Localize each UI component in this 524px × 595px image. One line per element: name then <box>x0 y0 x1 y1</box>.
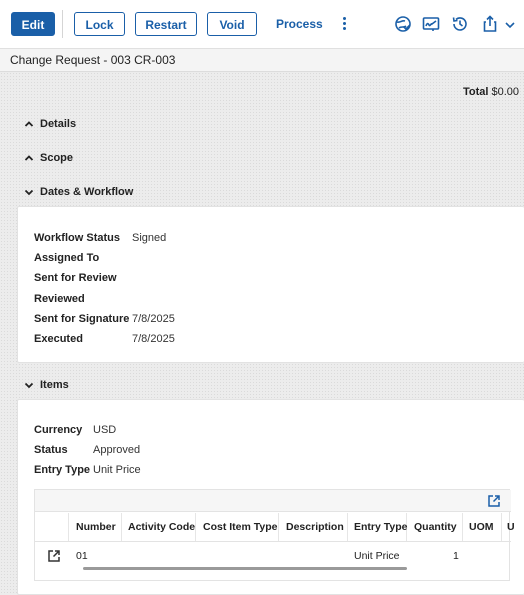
status-row <box>34 444 140 456</box>
assigned-to-label: Assigned To <box>34 252 100 264</box>
workflow-status-label: Workflow Status <box>34 232 120 244</box>
status-label: Status <box>34 444 68 456</box>
sent-for-review-row <box>34 272 132 284</box>
currency-row <box>34 424 116 436</box>
cell-entry-type[interactable]: Unit Price <box>354 550 400 562</box>
status-value: Approved <box>93 444 141 456</box>
more-vertical-icon[interactable] <box>340 15 348 33</box>
executed-row <box>34 333 175 345</box>
chevron-up-icon <box>24 119 34 129</box>
section-items-label: Items <box>40 379 69 391</box>
section-items-header[interactable] <box>24 377 69 393</box>
assigned-to-row <box>34 252 132 264</box>
grid-toolbar <box>35 490 511 512</box>
total-label: Total <box>463 86 489 98</box>
entry-type-value: Unit Price <box>93 464 141 476</box>
sent-for-signature-row <box>34 313 175 325</box>
workflow-status-row <box>34 232 166 244</box>
page-title: Change Request - 003 CR-003 <box>10 53 176 67</box>
section-scope-label: Scope <box>40 152 74 164</box>
entry-type-row <box>34 464 141 476</box>
share-icon[interactable] <box>480 14 500 34</box>
cell-quantity[interactable]: 1 <box>453 550 459 562</box>
column-header-uom[interactable]: UOM <box>469 521 494 533</box>
executed-value: 7/8/2025 <box>132 333 175 345</box>
column-header-description[interactable]: Description <box>286 521 344 533</box>
chevron-down-icon <box>24 380 34 390</box>
chevron-down-icon <box>24 187 34 197</box>
currency-value: USD <box>93 424 117 436</box>
column-header-activity-code[interactable]: Activity Code <box>128 521 196 533</box>
column-header-unit-truncated[interactable]: U <box>507 521 515 533</box>
cell-number[interactable]: 01 <box>76 550 88 562</box>
void-button[interactable]: Void <box>207 12 257 36</box>
currency-label: Currency <box>34 424 83 436</box>
section-dates-workflow-label: Dates & Workflow <box>40 186 134 198</box>
sent-for-signature-value: 7/8/2025 <box>132 313 175 325</box>
history-icon[interactable] <box>450 14 470 34</box>
action-toolbar <box>0 0 524 48</box>
record-header <box>0 48 524 72</box>
column-header-entry-type[interactable]: Entry Type <box>354 521 408 533</box>
chevron-up-icon <box>24 153 34 163</box>
form-content <box>0 72 524 595</box>
lock-button[interactable]: Lock <box>74 12 125 36</box>
open-row-icon[interactable] <box>47 549 61 563</box>
toolbar-divider <box>62 10 63 38</box>
globe-check-icon[interactable] <box>393 14 413 34</box>
signature-icon[interactable] <box>421 14 441 34</box>
items-card <box>17 399 524 595</box>
sent-for-signature-label: Sent for Signature <box>34 313 130 325</box>
entry-type-label: Entry Type <box>34 464 91 476</box>
open-external-icon[interactable] <box>487 494 501 508</box>
reviewed-label: Reviewed <box>34 293 85 305</box>
dates-workflow-card <box>17 206 524 363</box>
chevron-down-icon[interactable] <box>500 14 512 34</box>
total-summary <box>463 86 519 98</box>
column-header-quantity[interactable]: Quantity <box>414 521 457 533</box>
horizontal-scrollbar[interactable] <box>83 567 407 570</box>
column-header-number[interactable]: Number <box>76 521 116 533</box>
column-header-cost-item-type[interactable]: Cost Item Type <box>203 521 278 533</box>
section-dates-workflow-header[interactable] <box>24 184 133 200</box>
process-button[interactable]: Process <box>270 12 322 36</box>
items-grid <box>34 489 515 581</box>
restart-button[interactable]: Restart <box>135 12 197 36</box>
total-value: $0.00 <box>491 86 519 98</box>
sent-for-review-label: Sent for Review <box>34 272 117 284</box>
section-scope-header[interactable] <box>24 150 73 166</box>
section-details-header[interactable] <box>24 116 76 132</box>
executed-label: Executed <box>34 333 83 345</box>
section-details-label: Details <box>40 118 77 130</box>
workflow-status-value: Signed <box>132 232 167 244</box>
reviewed-row <box>34 293 132 305</box>
edit-button[interactable]: Edit <box>11 12 55 36</box>
